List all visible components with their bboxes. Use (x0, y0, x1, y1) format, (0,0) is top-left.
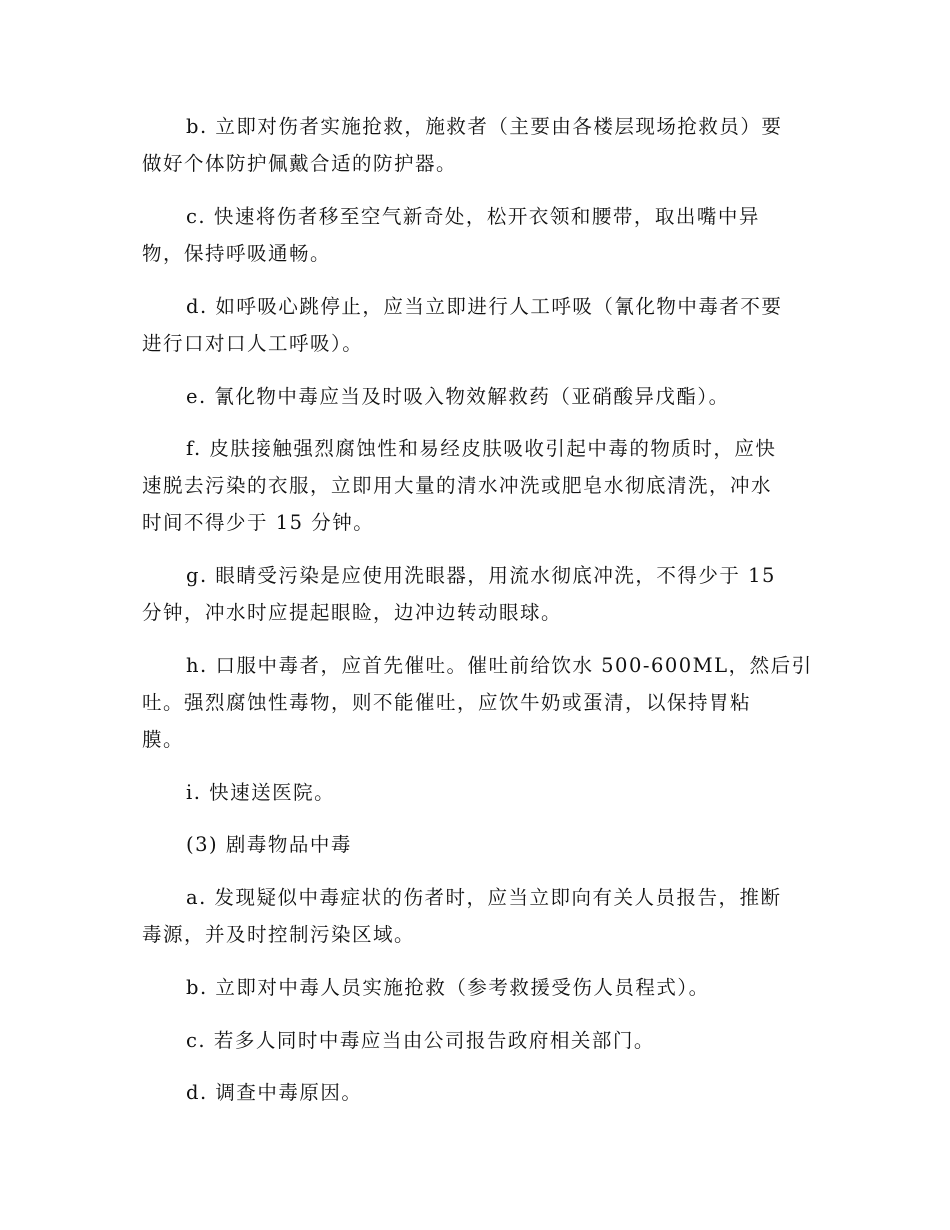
paragraph-a-line-1: a. 发现疑似中毒症状的伤者时，应当立即向有关人员报告，推断 (186, 886, 782, 909)
paragraph-b-line-1: b. 立即对伤者实施抢救，施救者（主要由各楼层现场抢救员）要 (186, 115, 783, 138)
paragraph-d-line-1: d. 如呼吸心跳停止，应当立即进行人工呼吸（氰化物中毒者不要 (186, 295, 783, 318)
paragraph-h-line-1: h. 口服中毒者，应首先催吐。催吐前给饮水 500-600ML，然后引 (186, 654, 813, 677)
paragraph-g-line-1: g. 眼睛受污染是应使用洗眼器，用流水彻底冲洗，不得少于 15 (186, 564, 776, 587)
paragraph-b-line-2: 做好个体防护佩戴合适的防护器。 (142, 152, 458, 175)
paragraph-c2-line-1: c. 若多人同时中毒应当由公司报告政府相关部门。 (186, 1029, 655, 1052)
paragraph-g-line-2: 分钟，冲水时应提起眼睑，边冲边转动眼球。 (142, 601, 563, 624)
paragraph-a-line-2: 毒源，并及时控制污染区域。 (142, 923, 416, 946)
section-heading-3: (3) 剧毒物品中毒 (186, 833, 352, 856)
paragraph-c-line-2: 物，保持呼吸通畅。 (142, 242, 332, 265)
paragraph-f-line-2: 速脱去污染的衣服，立即用大量的清水冲洗或肥皂水彻底清洗，冲水 (142, 474, 773, 497)
paragraph-e-line-1: e. 氰化物中毒应当及时吸入物效解救药（亚硝酸异戊酯）。 (186, 385, 730, 408)
paragraph-i-line-1: i. 快速送医院。 (186, 781, 336, 804)
paragraph-d-line-2: 进行口对口人工呼吸）。 (142, 332, 364, 355)
paragraph-f-line-3: 时间不得少于 15 分钟。 (142, 511, 375, 534)
paragraph-b2-line-1: b. 立即对中毒人员实施抢救（参考救援受伤人员程式）。 (186, 976, 710, 999)
paragraph-d2-line-1: d. 调查中毒原因。 (186, 1081, 363, 1104)
paragraph-h-line-3: 膜。 (142, 728, 185, 751)
paragraph-f-line-1: f. 皮肤接触强烈腐蚀性和易经皮肤吸收引起中毒的物质时，应快 (186, 437, 777, 460)
paragraph-c-line-1: c. 快速将伤者移至空气新奇处，松开衣领和腰带，取出嘴中异 (186, 205, 760, 228)
paragraph-h-line-2: 吐。强烈腐蚀性毒物，则不能催吐，应饮牛奶或蛋清，以保持胃粘 (142, 691, 752, 714)
